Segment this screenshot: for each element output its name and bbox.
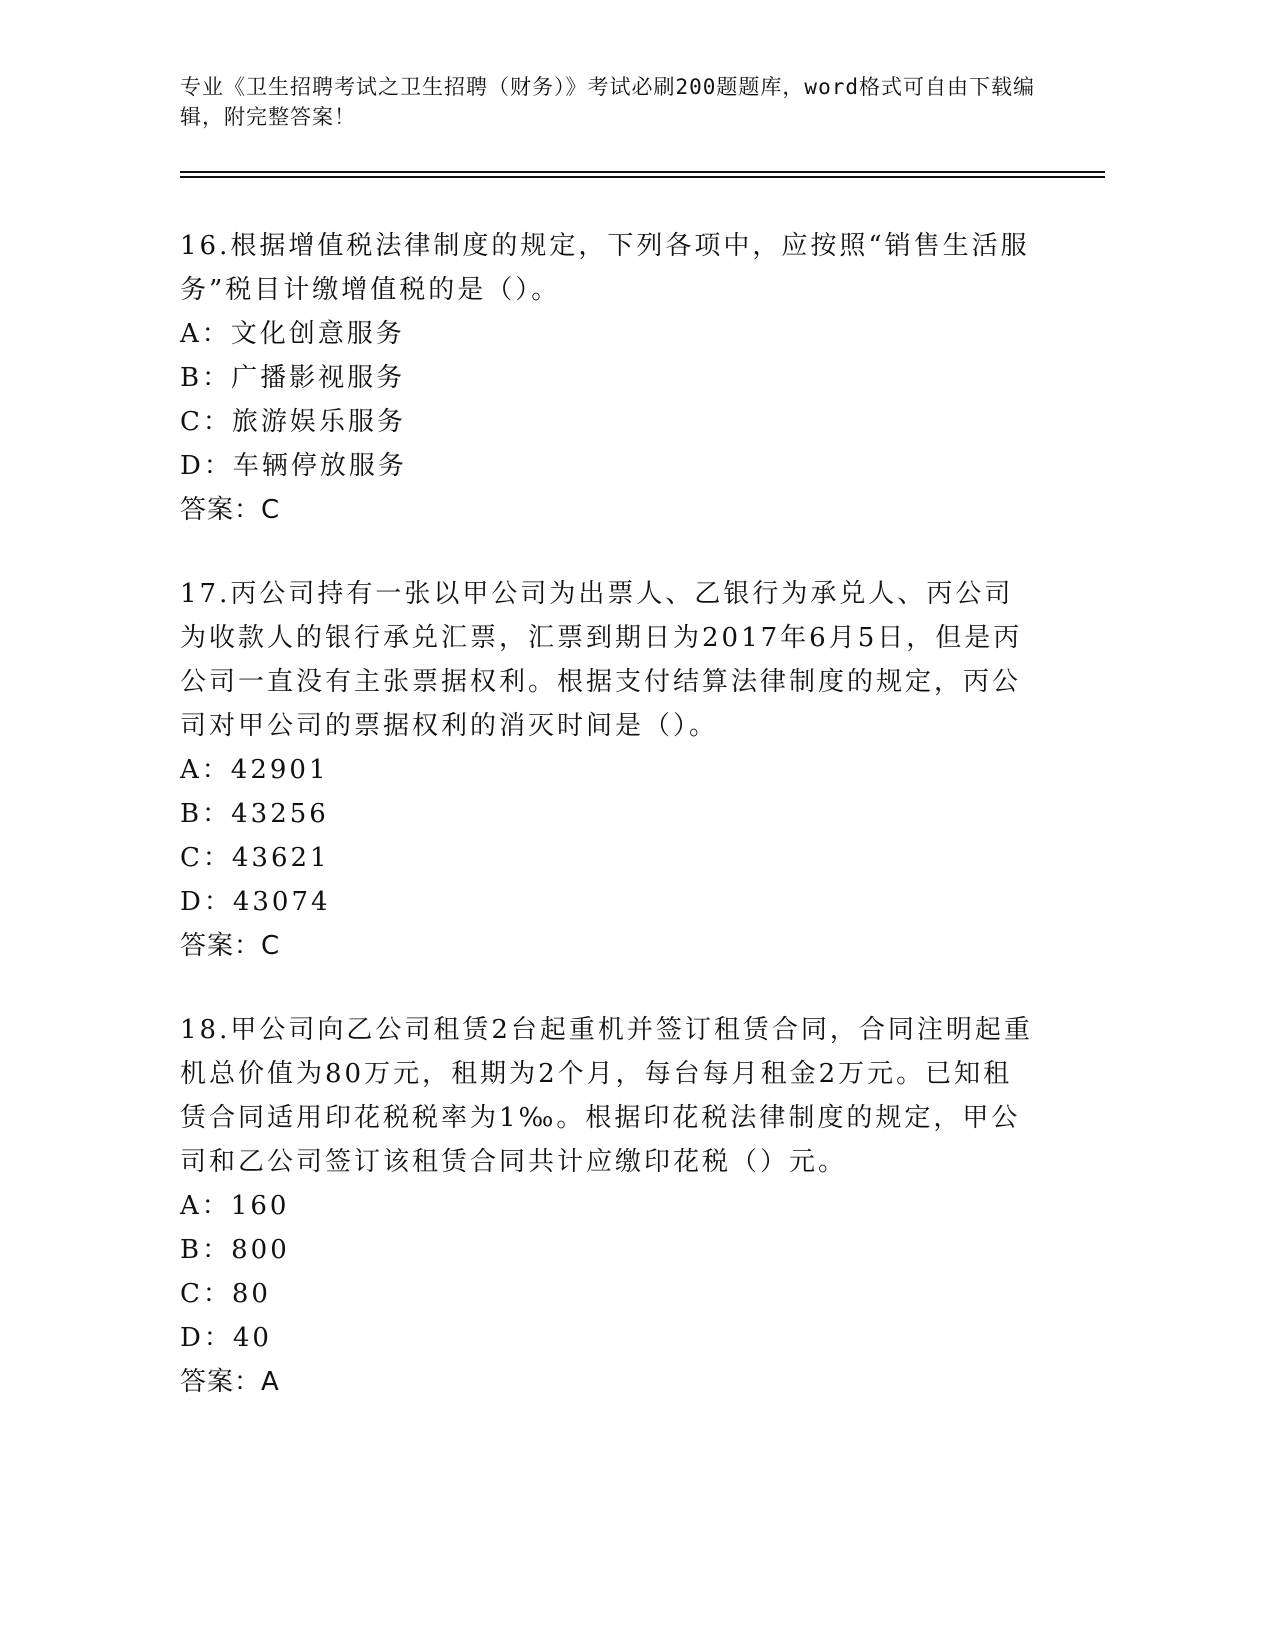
question-17 — [180, 572, 1040, 968]
option-d: D：43074 — [180, 887, 331, 917]
option-a: A：160 — [180, 1191, 290, 1221]
option-c: C：80 — [180, 1279, 271, 1309]
option-d: D：40 — [180, 1323, 272, 1353]
option-c: C：旅游娱乐服务 — [180, 407, 406, 437]
option-b: B：广播影视服务 — [180, 363, 406, 393]
option-c: C：43621 — [180, 843, 330, 873]
option-d: D：车辆停放服务 — [180, 451, 407, 481]
option-b: B：43256 — [180, 799, 329, 829]
question-16 — [180, 224, 1040, 532]
answer: 答案：C — [180, 495, 281, 525]
document-header: 专业《卫生招聘考试之卫生招聘（财务）》考试必刷200题题库，word格式可自由下载编辑，附完整答案！ — [180, 75, 1035, 129]
header-divider — [180, 176, 1105, 178]
answer: 答案：C — [180, 931, 281, 961]
question-18 — [180, 1008, 1040, 1404]
option-a: A：42901 — [180, 755, 329, 785]
header-divider — [180, 171, 1105, 173]
question-stem: 17.丙公司持有一张以甲公司为出票人、乙银行为承兑人、丙公司为收款人的银行承兑汇票，汇票到期日为2017年6月5日，但是丙公司一直没有主张票据权利。根据支付结算法律制度的规定，丙公司对甲公司的票据权利的消灭时间是（）。 — [180, 579, 1023, 741]
answer: 答案：A — [180, 1367, 280, 1397]
question-stem: 18.甲公司向乙公司租赁2台起重机并签订租赁合同，合同注明起重机总价值为80万元，租期为2个月，每台每月租金2万元。已知租赁合同适用印花税税率为1‰。根据印花税法律制度的规定，甲公司和乙公司签订该租赁合同共计应缴印花税（）元。 — [180, 1015, 1033, 1177]
option-a: A：文化创意服务 — [180, 319, 405, 349]
option-b: B：800 — [180, 1235, 290, 1265]
question-stem: 16.根据增值税法律制度的规定，下列各项中，应按照“销售生活服务”税目计缴增值税的是（）。 — [180, 231, 1030, 305]
